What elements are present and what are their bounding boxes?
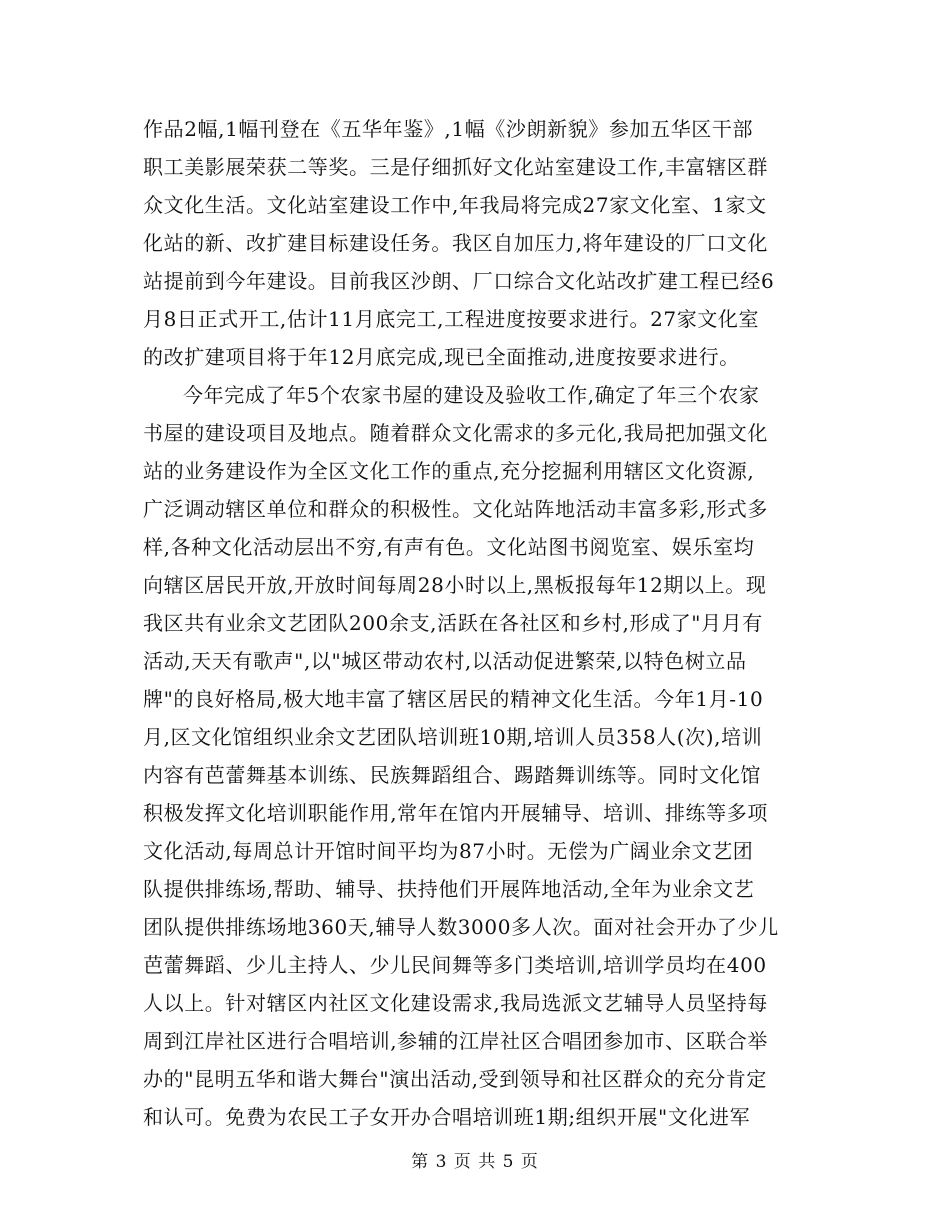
page-number-footer: 第 3 页 共 5 页: [411, 1152, 539, 1172]
text-line: 活动,天天有歌声",以"城区带动农村,以活动促进繁荣,以特色树立品: [143, 649, 747, 673]
text-line: 的改扩建项目将于年12月底完成,现已全面推动,进度按要求进行。: [143, 345, 740, 369]
text-line: 今年完成了年5个农家书屋的建设及验收工作,确定了年三个农家: [183, 383, 760, 407]
text-line: 站的业务建设作为全区文化工作的重点,充分挖掘利用辖区文化资源,: [143, 459, 755, 483]
text-line: 化站的新、改扩建目标建设任务。我区自加压力,将年建设的厂口文化: [143, 231, 768, 255]
text-line: 芭蕾舞蹈、少儿主持人、少儿民间舞等多门类培训,培训学员均在400: [143, 953, 767, 977]
text-line: 队提供排练场,帮助、辅导、扶持他们开展阵地活动,全年为业余文艺: [143, 877, 755, 901]
text-line: 向辖区居民开放,开放时间每周28小时以上,黑板报每年12期以上。现: [143, 573, 767, 597]
text-line: 团队提供排练场地360天,辅导人数3000多人次。面对社会开办了少儿: [143, 915, 779, 939]
text-line: 我区共有业余文艺团队200余支,活跃在各社区和乡村,形成了"月月有: [143, 611, 763, 635]
text-line: 和认可。免费为农民工子女开办合唱培训班1期;组织开展"文化进军: [143, 1105, 751, 1129]
text-line: 职工美影展荣获二等奖。三是仔细抓好文化站室建设工作,丰富辖区群: [143, 155, 768, 179]
text-line: 众文化生活。文化站室建设工作中,年我局将完成27家文化室、1家文: [143, 193, 767, 217]
text-line: 文化活动,每周总计开馆时间平均为87小时。无偿为广阔业余文艺团: [143, 839, 754, 863]
text-line: 样,各种文化活动层出不穷,有声有色。文化站图书阅览室、娱乐室均: [143, 535, 755, 559]
text-line: 积极发挥文化培训职能作用,常年在馆内开展辅导、培训、排练等多项: [143, 801, 768, 825]
text-line: 内容有芭蕾舞基本训练、民族舞蹈组合、踢踏舞训练等。同时文化馆: [143, 763, 761, 787]
text-line: 作品2幅,1幅刊登在《五华年鉴》,1幅《沙朗新貌》参加五华区干部: [143, 117, 754, 141]
text-line: 月8日正式开工,估计11月底完工,工程进度按要求进行。27家文化室: [143, 307, 760, 331]
text-line: 办的"昆明五华和谐大舞台"演出活动,受到领导和社区群众的充分肯定: [143, 1067, 767, 1091]
text-line: 人以上。针对辖区内社区文化建设需求,我局选派文艺辅导人员坚持每: [143, 991, 768, 1015]
text-line: 牌"的良好格局,极大地丰富了辖区居民的精神文化生活。今年1月-10: [143, 687, 764, 711]
text-line: 月,区文化馆组织业余文艺团队培训班10期,培训人员358人(次),培训: [143, 725, 763, 749]
text-line: 书屋的建设项目及地点。随着群众文化需求的多元化,我局把加强文化: [143, 421, 768, 445]
text-line: 广泛调动辖区单位和群众的积极性。文化站阵地活动丰富多彩,形式多: [143, 497, 768, 521]
text-line: 站提前到今年建设。目前我区沙朗、厂口综合文化站改扩建工程已经6: [143, 269, 775, 293]
text-line: 周到江岸社区进行合唱培训,参辅的江岸社区合唱团参加市、区联合举: [143, 1029, 768, 1053]
